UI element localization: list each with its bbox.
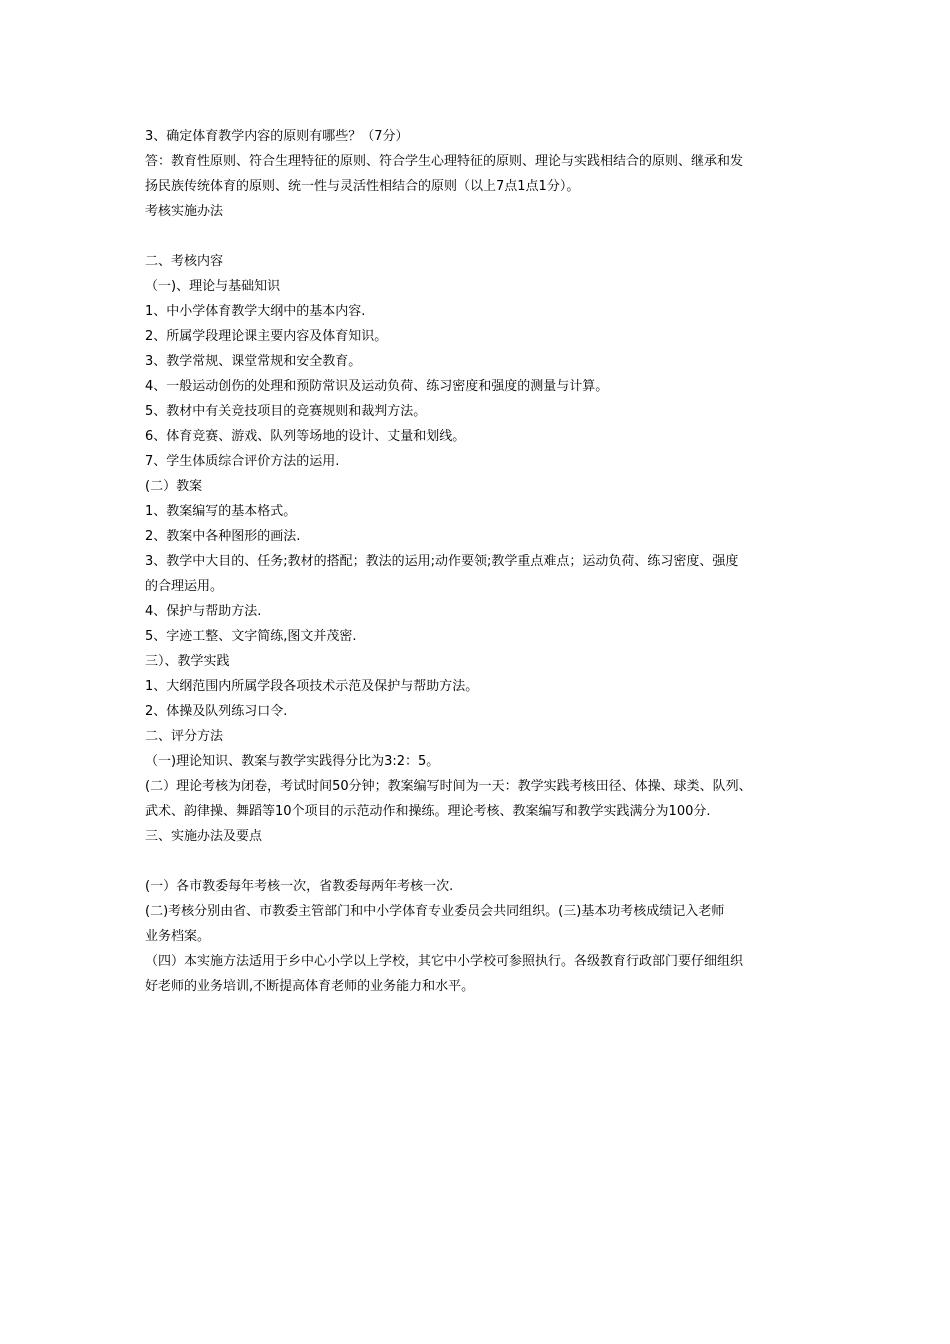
text-line: 1、教案编写的基本格式。: [145, 504, 297, 519]
blank-line: [145, 849, 825, 874]
text-line: 3、教学常规、课堂常规和安全教育。: [145, 354, 362, 369]
text-line: (二）教案: [145, 479, 203, 494]
text-line: 二、评分方法: [145, 729, 224, 744]
text-line: （一)理论知识、教案与教学实践得分比为3:2：5。: [145, 754, 440, 769]
text-line: 6、体育竞赛、游戏、队列等场地的设计、丈量和划线。: [145, 429, 466, 444]
text-line: 答：教育性原则、符合生理特征的原则、符合学生心理特征的原则、理论与实践相结合的原则、继承和发: [145, 154, 744, 169]
text-line: （四）本实施方法适用于乡中心小学以上学校，其它中小学校可参照执行。各级教育行政部门要仔细组织: [145, 954, 744, 969]
text-line: 的合理运用。: [145, 579, 224, 594]
text-line: 3、确定体育教学内容的原则有哪些？（7分）: [145, 129, 409, 144]
blank-line: [145, 224, 825, 249]
text-line: 4、一般运动创伤的处理和预防常识及运动负荷、练习密度和强度的测量与计算。: [145, 379, 609, 394]
text-line: 考核实施办法: [145, 204, 224, 219]
text-line: 扬民族传统体育的原则、统一性与灵活性相结合的原则（以上7点1点1分）。: [145, 179, 580, 194]
text-line: （一)、理论与基础知识: [145, 279, 281, 294]
text-line: 三）、教学实践: [145, 654, 230, 669]
text-line: (一）各市教委每年考核一次，省教委每两年考核一次.: [145, 879, 454, 894]
text-line: (二)考核分别由省、市教委主管部门和中小学体育专业委员会共同组织。(三)基本功考核成绩记入老师: [145, 904, 725, 919]
text-line: 业务档案。: [145, 929, 211, 944]
text-line: 3、教学中大目的、任务;教材的搭配；教法的运用;动作要领;教学重点难点；运动负荷、练习密度、强度: [145, 554, 739, 569]
text-line: 5、字迹工整、文字简练,图文并茂密.: [145, 629, 357, 644]
text-line: 好老师的业务培训,不断提高体育老师的业务能力和水平。: [145, 979, 475, 994]
text-line: 三、实施办法及要点: [145, 829, 263, 844]
text-line: 武术、韵律操、舞蹈等10个项目的示范动作和操练。理论考核、教案编写和教学实践满分为100分.: [145, 804, 711, 819]
text-line: (二）理论考核为闭卷，考试时间50分钟；教案编写时间为一天：教学实践考核田径、体操、球类、队列、: [145, 779, 752, 794]
document-body: [145, 124, 825, 999]
text-line: 2、体操及队列练习口令.: [145, 704, 288, 719]
text-line: 二、考核内容: [145, 254, 224, 269]
text-line: 2、所属学段理论课主要内容及体育知识。: [145, 329, 388, 344]
text-line: 1、大纲范围内所属学段各项技术示范及保护与帮助方法。: [145, 679, 479, 694]
text-line: 2、教案中各种图形的画法.: [145, 529, 301, 544]
text-line: 5、教材中有关竞技项目的竞赛规则和裁判方法。: [145, 404, 427, 419]
text-line: 7、学生体质综合评价方法的运用.: [145, 454, 340, 469]
text-line: 1、中小学体育教学大纲中的基本内容.: [145, 304, 366, 319]
text-line: 4、保护与帮助方法.: [145, 604, 262, 619]
